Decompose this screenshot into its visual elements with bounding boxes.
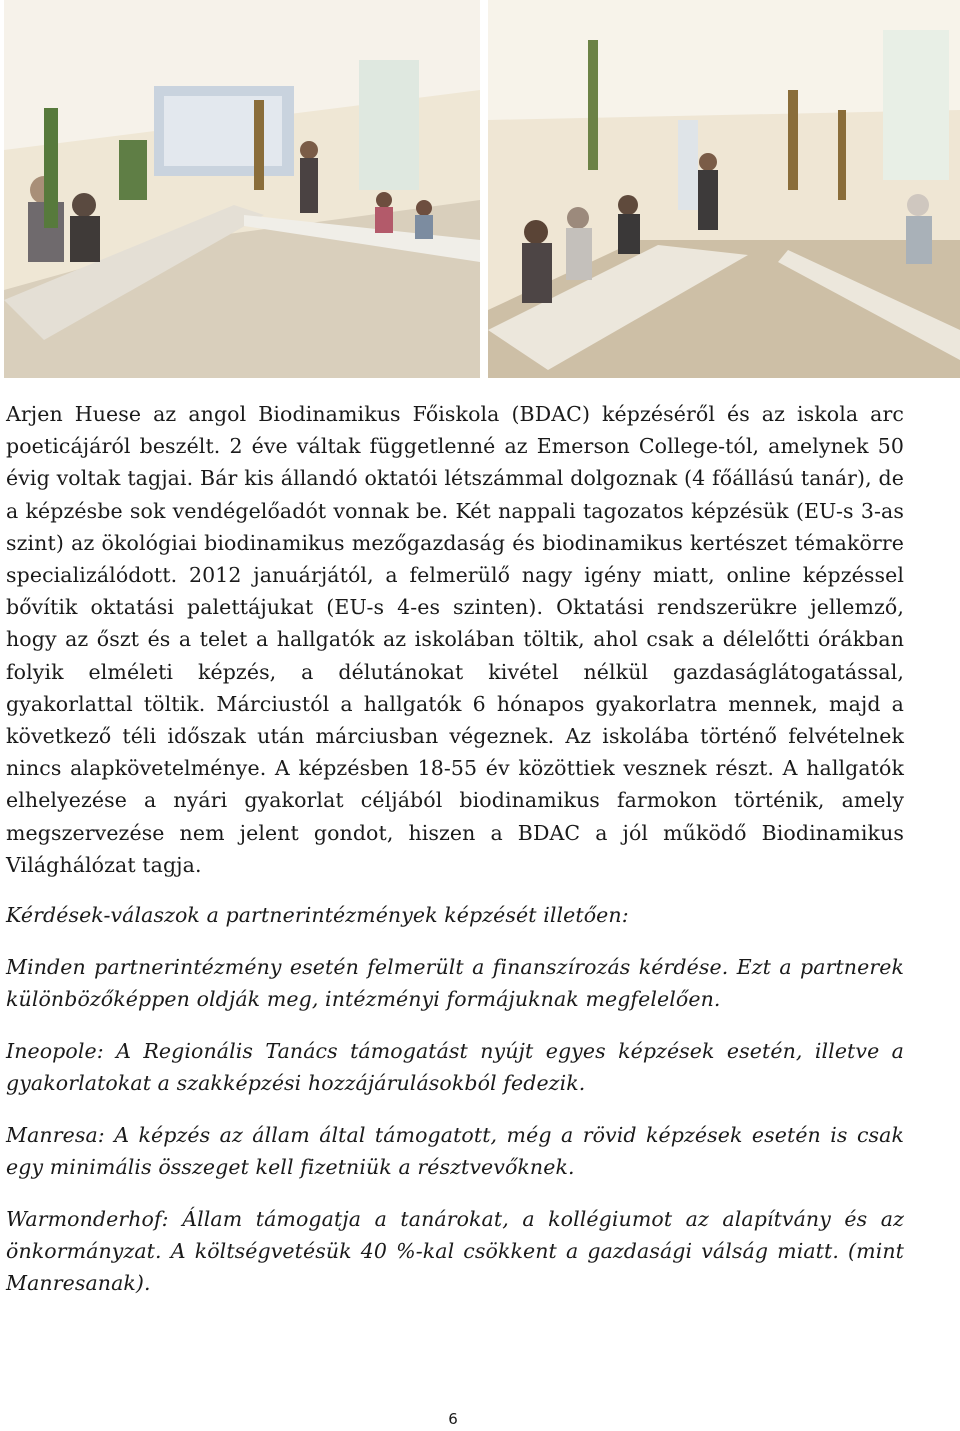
section-heading: Kérdések-válaszok a partnerintézmények képzését illetően: [6,903,629,928]
classroom-photo-left-image [4,0,480,378]
paragraph-ineopole: Ineopole: A Regionális Tanács támogatást nyújt egyes képzések esetén, illetve a gyakorlatokat a szakképzési hozzájárulásokból fedezik. [6,1039,904,1096]
photo-strip [0,0,960,380]
classroom-photo-right-image [488,0,960,378]
paragraph-bdac: Arjen Huese az angol Biodinamikus Főiskola (BDAC) képzéséről és az iskola arc poeticájáról beszélt. 2 éve váltak függetlenné az Emerson College-tól, amelynek 50 évig voltak tagjai. Bár kis állandó oktatói létszámmal dolgoznak (4 főállású tanár), de a képzésbe sok vendégelőadót vonnak be. Két nappali tagozatos képzésük (EU-s 3-as szint) az ökológiai biodinamikus mezőgazdaság és biodinamikus kertészet témakörre specializálódott. 2012 januárjától, a felmerülő nagy igény miatt, online képzéssel bővítik oktatási palettájukat (EU-s 4-es szinten). Oktatási rendszerükre jellemző, hogy az őszt és a telet a hallgatók az iskolában töltik, ahol csak a délelőtti órákban folyik elméleti képzés, a délutánokat kivétel nélkül gazdaságlátogatással, gyakorlattal töltik. Márciustól a hallgatók 6 hónapos gyakorlatra mennek, majd a következő téli időszak után márciusban végeznek. Az iskolába történő felvételnek nincs alapkövetelménye. A képzésben 18-55 év közöttiek vesznek részt. A hallgatók elhelyezése a nyári gyakorlat céljából biodinamikus farmokon történik, amely megszervezése nem jelent gondot, hiszen a BDAC a jól működő Biodinamikus Világhálózat tagja. [6,402,904,877]
classroom-photo-left [4,0,480,378]
classroom-photo-right [488,0,960,378]
body-text [6,398,904,1319]
paragraph-manresa: Manresa: A képzés az állam által támogatott, még a rövid képzések esetén is csak egy minimális összeget kell fizetniük a résztvevőknek. [6,1123,904,1180]
paragraph-finance: Minden partnerintézmény esetén felmerült a finanszírozás kérdése. Ezt a partnerek különbözőképpen oldják meg, intézményi formájuknak megfelelően. [6,955,904,1012]
page-number: 6 [448,1410,458,1428]
paragraph-warmonderhof: Warmonderhof: Állam támogatja a tanárokat, a kollégiumot az alapítvány és az önkormányzat. A költségvetésük 40 %-kal csökkent a gazdasági válság miatt. (mint Manresanak). [6,1206,904,1296]
